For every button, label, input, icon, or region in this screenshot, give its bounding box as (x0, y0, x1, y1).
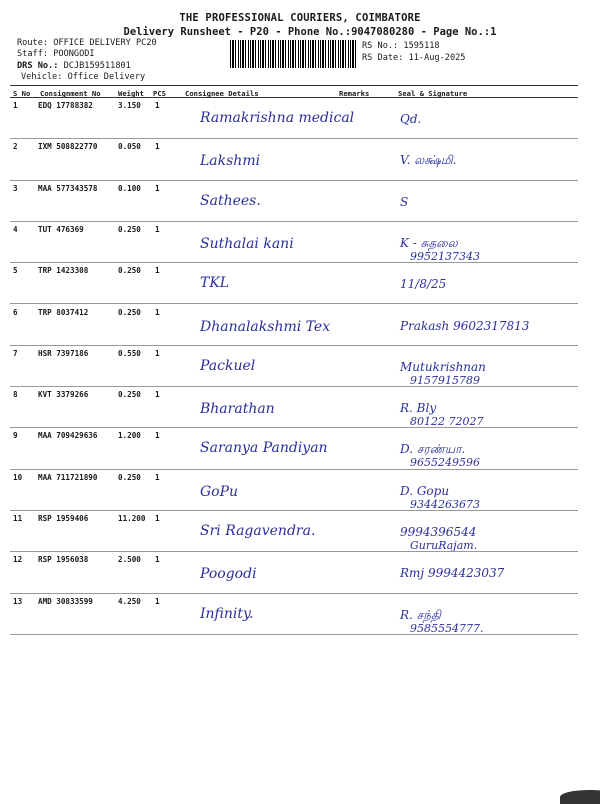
row-pcs: 1 (155, 307, 160, 317)
rs-number: RS No.: 1595118 (362, 41, 440, 51)
table-row (0, 470, 600, 511)
row-pcs: 1 (155, 183, 160, 193)
col-pcs: PCS (153, 89, 166, 98)
row-signature-phone: 9655249596 (410, 456, 480, 470)
row-consignee-handwritten: Packuel (200, 357, 256, 374)
row-signature-handwritten: 11/8/25 (400, 277, 447, 292)
row-sno: 11 (13, 514, 23, 523)
row-signature-handwritten: Prakash 9602317813 (400, 318, 530, 333)
row-signature-phone: GuruRajam. (410, 539, 478, 552)
row-weight: 0.050 (118, 142, 141, 152)
row-pcs: 1 (155, 555, 160, 565)
barcode (230, 40, 356, 68)
row-consignee-handwritten: TKL (200, 275, 230, 292)
table-row (0, 98, 600, 139)
col-consignment: Consignment No (40, 89, 101, 98)
row-consignment-no: MAA 709429636 (38, 431, 98, 441)
corner-mark (560, 790, 600, 804)
row-consignment-no: TRP 1423308 (38, 266, 89, 276)
row-pcs: 1 (155, 431, 160, 441)
route-label: Route: OFFICE DELIVERY PC20 (17, 38, 157, 48)
row-signature-handwritten: S (400, 194, 409, 209)
row-signature-phone: 9585554777. (410, 621, 484, 635)
row-consignee-handwritten: GoPu (200, 483, 239, 500)
col-weight: Weight (118, 89, 144, 98)
row-signature-handwritten: V. லக்ஷ்மி. (400, 153, 457, 168)
drs-label: DRS No.: (17, 61, 59, 71)
row-sno: 6 (13, 307, 18, 317)
col-sno: S No (13, 89, 31, 98)
row-signature-phone: 80122 72027 (410, 415, 484, 429)
row-weight: 0.100 (118, 183, 141, 193)
row-signature-phone: 9157915789 (410, 373, 480, 387)
row-signature-handwritten: 9994396544 (400, 525, 477, 539)
row-consignee-handwritten: Suthalai kani (200, 235, 294, 252)
row-divider (10, 634, 578, 635)
row-sno: 2 (13, 142, 18, 152)
row-sno: 7 (13, 348, 18, 358)
company-title: THE PROFESSIONAL COURIERS, COIMBATORE (179, 12, 421, 24)
row-consignee-handwritten: Infinity. (200, 605, 254, 622)
table-row (0, 552, 600, 593)
row-signature-handwritten: K - சுதலை (400, 235, 458, 250)
table-row (0, 222, 600, 263)
header-top-rule (10, 85, 578, 86)
row-consignee-handwritten: Saranya Pandiyan (200, 440, 328, 457)
row-consignee-handwritten: Ramakrishna medical (200, 110, 355, 126)
row-sno: 3 (13, 183, 18, 193)
row-consignment-no: TRP 8037412 (38, 307, 89, 317)
row-pcs: 1 (155, 514, 160, 523)
row-consignment-no: HSR 7397186 (38, 348, 89, 358)
row-consignee-handwritten: Sathees. (200, 192, 261, 209)
row-consignment-no: RSP 1956038 (38, 555, 89, 565)
row-signature-phone: 9952137343 (410, 249, 480, 263)
col-seal-signature: Seal & Signature (398, 89, 468, 98)
row-pcs: 1 (155, 348, 160, 358)
table-row (0, 181, 600, 222)
col-consignee: Consignee Details (185, 89, 259, 98)
vehicle-label: Vehicle: Office Delivery (21, 72, 146, 82)
table-row (0, 387, 600, 428)
row-signature-handwritten: Rmj 9994423037 (400, 566, 505, 581)
row-sno: 1 (13, 101, 18, 110)
table-row (0, 346, 600, 387)
row-signature-handwritten: Mutukrishnan (400, 359, 486, 374)
row-consignment-no: AMD 30833599 (38, 596, 93, 606)
rs-date: RS Date: 11-Aug-2025 (362, 53, 466, 63)
row-weight: 0.250 (118, 390, 141, 400)
row-consignee-handwritten: Lakshmi (200, 153, 261, 170)
row-consignee-handwritten: Poogodi (200, 566, 257, 583)
row-sno: 13 (13, 596, 23, 606)
row-signature-handwritten: R. Bly (400, 401, 437, 416)
row-weight: 0.250 (118, 472, 141, 482)
row-weight: 3.150 (118, 101, 141, 110)
row-consignment-no: EDQ 17788382 (38, 101, 93, 110)
row-consignment-no: KVT 3379266 (38, 390, 89, 400)
row-sno: 4 (13, 224, 18, 234)
col-remarks: Remarks (339, 89, 370, 98)
row-consignment-no: RSP 1959406 (38, 514, 89, 523)
row-weight: 2.500 (118, 555, 141, 565)
row-weight: 0.250 (118, 224, 141, 234)
row-sno: 9 (13, 431, 18, 441)
row-consignee-handwritten: Dhanalakshmi Tex (200, 318, 331, 335)
table-row (0, 139, 600, 180)
runsheet-subtitle: Delivery Runsheet - P20 - Phone No.:9047080280 - Page No.:1 (123, 26, 497, 38)
table-row (0, 428, 600, 469)
row-pcs: 1 (155, 224, 160, 234)
staff-label: Staff: POONGODI (17, 49, 95, 59)
row-sno: 5 (13, 266, 18, 276)
row-weight: 11.200 (118, 514, 146, 523)
row-signature-handwritten: Qd. (400, 112, 422, 126)
row-consignment-no: TUT 476369 (38, 224, 84, 234)
row-signature-handwritten: R. சந்தி (400, 607, 441, 622)
row-sno: 8 (13, 390, 18, 400)
table-row (0, 511, 600, 552)
row-pcs: 1 (155, 390, 160, 400)
drs-number (17, 61, 131, 71)
row-consignment-no: IXM 508822770 (38, 142, 98, 152)
row-signature-phone: 9344263673 (410, 497, 480, 511)
row-signature-handwritten: D. Gopu (400, 483, 450, 498)
row-weight: 4.250 (118, 596, 141, 606)
table-row (0, 594, 600, 635)
table-row (0, 263, 600, 304)
row-consignee-handwritten: Bharathan (200, 401, 275, 418)
row-signature-handwritten: D. சரண்யா. (400, 442, 466, 457)
row-consignee-handwritten: Sri Ragavendra. (200, 523, 316, 539)
row-sno: 12 (13, 555, 23, 565)
row-weight: 0.550 (118, 348, 141, 358)
drs-value: DCJB159511801 (63, 61, 131, 71)
row-pcs: 1 (155, 266, 160, 276)
row-sno: 10 (13, 472, 23, 482)
row-pcs: 1 (155, 596, 160, 606)
row-consignment-no: MAA 711721890 (38, 472, 98, 482)
row-weight: 0.250 (118, 307, 141, 317)
row-pcs: 1 (155, 142, 160, 152)
table-row (0, 305, 600, 346)
row-weight: 1.200 (118, 431, 141, 441)
row-weight: 0.250 (118, 266, 141, 276)
row-pcs: 1 (155, 472, 160, 482)
row-consignment-no: MAA 577343578 (38, 183, 98, 193)
row-pcs: 1 (155, 101, 160, 110)
